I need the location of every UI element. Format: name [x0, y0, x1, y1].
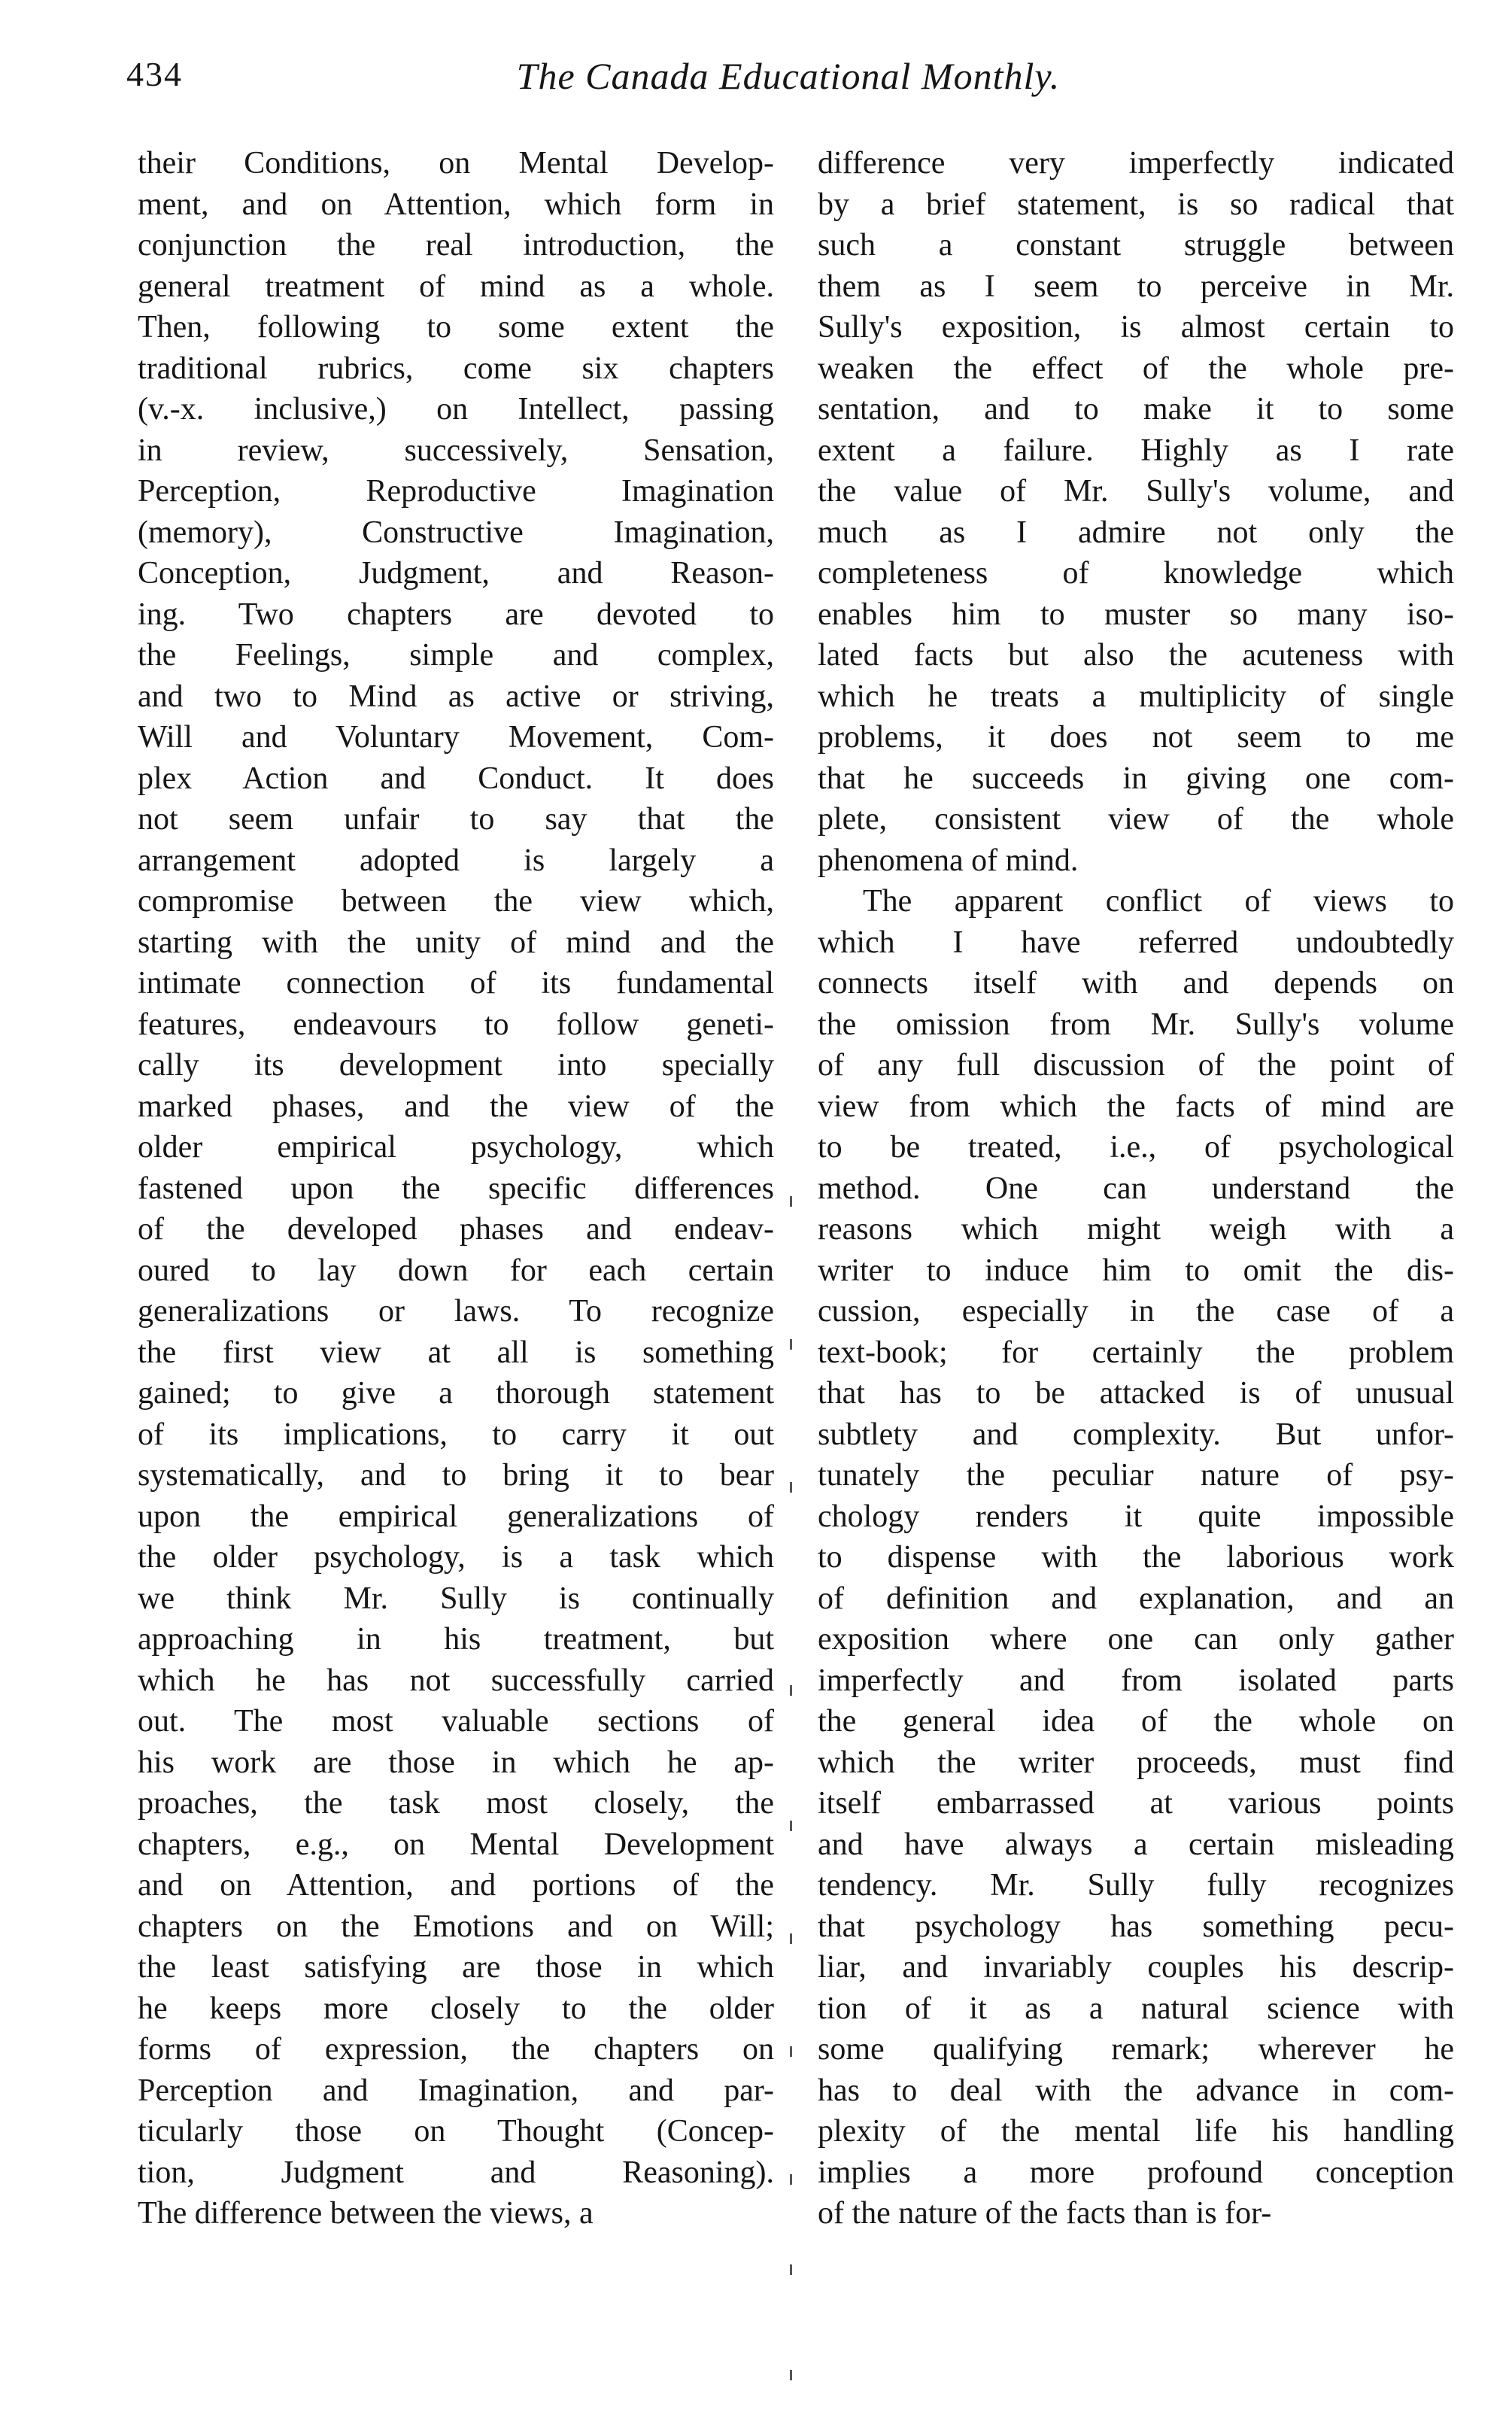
text-line: older empirical psychology, which [138, 1130, 774, 1165]
text-line: general treatment of mind as a whole. [138, 269, 774, 304]
text-line: starting with the unity of mind and the [138, 925, 774, 960]
left-column [138, 143, 774, 2234]
text-line: ment, and on Attention, which form in [138, 187, 774, 222]
text-line: the first view at all is something [138, 1335, 774, 1370]
text-line: The apparent conflict of views to [863, 884, 1454, 919]
text-line: tunately the peculiar nature of psy- [818, 1458, 1454, 1493]
text-line: writer to induce him to omit the dis- [818, 1253, 1454, 1288]
text-line: that has to be attacked is of unusual [818, 1376, 1454, 1411]
text-line: plexity of the mental life his handling [818, 2114, 1454, 2149]
text-line: of the developed phases and endeav- [138, 1212, 774, 1247]
text-line: Conception, Judgment, and Reason- [138, 556, 774, 591]
text-line: of its implications, to carry it out [138, 1417, 774, 1452]
text-line: the older psychology, is a task which [138, 1540, 774, 1575]
text-line: by a brief statement, is so radical that [818, 187, 1454, 222]
text-line: that he succeeds in giving one com- [818, 761, 1454, 796]
text-line: much as I admire not only the [818, 515, 1454, 550]
text-line: some qualifying remark; wherever he [818, 2032, 1454, 2067]
text-line: imperfectly and from isolated parts [818, 1663, 1454, 1698]
text-line: ing. Two chapters are devoted to [138, 597, 774, 632]
text-line: phenomena of mind. [818, 843, 1079, 878]
text-line: to dispense with the laborious work [818, 1540, 1454, 1575]
text-line: chapters on the Emotions and on Will; [138, 1909, 774, 1944]
text-line: enables him to muster so many iso- [818, 597, 1454, 632]
text-line: traditional rubrics, come six chapters [138, 351, 774, 386]
text-line: the value of Mr. Sully's volume, and [818, 474, 1454, 509]
text-line: features, endeavours to follow geneti- [138, 1007, 774, 1042]
text-line: (v.-x. inclusive,) on Intellect, passing [138, 392, 774, 427]
text-line: ticularly those on Thought (Concep- [138, 2114, 774, 2149]
gutter-specks [790, 1196, 797, 2430]
text-line: not seem unfair to say that the [138, 802, 774, 837]
text-line: difference very imperfectly indicated [818, 146, 1454, 181]
text-line: has to deal with the advance in com- [818, 2073, 1454, 2108]
text-line: Will and Voluntary Movement, Com- [138, 720, 774, 755]
text-line: reasons which might weigh with a [818, 1212, 1454, 1247]
text-line: liar, and invariably couples his descrip- [818, 1950, 1454, 1985]
text-line: of the nature of the facts than is for- [818, 2196, 1272, 2231]
text-line: Then, following to some extent the [138, 310, 774, 345]
text-line: Sully's exposition, is almost certain to [818, 310, 1454, 345]
right-column [818, 143, 1454, 2234]
text-line: and on Attention, and portions of the [138, 1868, 774, 1903]
text-line: plete, consistent view of the whole [818, 802, 1454, 837]
text-line: their Conditions, on Mental Develop- [138, 146, 774, 181]
text-line: completeness of knowledge which [818, 556, 1454, 591]
text-line: itself embarrassed at various points [818, 1786, 1454, 1821]
text-line: cally its development into specially [138, 1048, 774, 1083]
text-line: method. One can understand the [818, 1171, 1454, 1206]
text-line: chology renders it quite impossible [818, 1499, 1454, 1534]
text-line: approaching in his treatment, but [138, 1622, 774, 1657]
page-number: 434 [126, 55, 183, 93]
text-line: intimate connection of its fundamental [138, 966, 774, 1001]
text-line: generalizations or laws. To recognize [138, 1294, 774, 1329]
text-line: marked phases, and the view of the [138, 1089, 774, 1124]
text-line: which the writer proceeds, must find [818, 1745, 1454, 1780]
text-line: oured to lay down for each certain [138, 1253, 774, 1288]
text-line: Perception and Imagination, and par- [138, 2073, 774, 2108]
text-line: such a constant struggle between [818, 228, 1454, 263]
text-line: tion of it as a natural science with [818, 1991, 1454, 2026]
text-line: extent a failure. Highly as I rate [818, 433, 1454, 468]
text-line: lated facts but also the acuteness with [818, 638, 1454, 673]
page-header [126, 54, 1450, 114]
text-line: gained; to give a thorough statement [138, 1376, 774, 1411]
text-line: problems, it does not seem to me [818, 720, 1454, 755]
text-line: view from which the facts of mind are [818, 1089, 1454, 1124]
text-line: proaches, the task most closely, the [138, 1786, 774, 1821]
text-line: fastened upon the specific differences [138, 1171, 774, 1206]
text-line: plex Action and Conduct. It does [138, 761, 774, 796]
text-line: he keeps more closely to the older [138, 1991, 774, 2026]
text-line: arrangement adopted is largely a [138, 843, 774, 878]
text-line: them as I seem to perceive in Mr. [818, 269, 1454, 304]
text-line: upon the empirical generalizations of [138, 1499, 774, 1534]
text-line: the omission from Mr. Sully's volume [818, 1007, 1454, 1042]
text-line: chapters, e.g., on Mental Development [138, 1827, 774, 1862]
text-line: systematically, and to bring it to bear [138, 1458, 774, 1493]
text-line: connects itself with and depends on [818, 966, 1454, 1001]
text-line: which I have referred undoubtedly [818, 925, 1454, 960]
text-line: which he treats a multiplicity of single [818, 679, 1454, 714]
text-line: cussion, especially in the case of a [818, 1294, 1454, 1329]
text-line: text-book; for certainly the problem [818, 1335, 1454, 1370]
text-line: subtlety and complexity. But unfor- [818, 1417, 1454, 1452]
text-line: and two to Mind as active or striving, [138, 679, 774, 714]
text-line: compromise between the view which, [138, 884, 774, 919]
text-line: implies a more profound conception [818, 2155, 1454, 2190]
text-line: the least satisfying are those in which [138, 1950, 774, 1985]
text-line: Perception, Reproductive Imagination [138, 474, 774, 509]
text-line: of definition and explanation, and an [818, 1581, 1454, 1616]
text-line: we think Mr. Sully is continually [138, 1581, 774, 1616]
text-line: his work are those in which he ap- [138, 1745, 774, 1780]
running-title: The Canada Educational Monthly. [516, 55, 1061, 97]
text-line: the general idea of the whole on [818, 1704, 1454, 1739]
text-line: exposition where one can only gather [818, 1622, 1454, 1657]
text-line: forms of expression, the chapters on [138, 2032, 774, 2067]
text-line: in review, successively, Sensation, [138, 433, 774, 468]
text-line: and have always a certain misleading [818, 1827, 1454, 1862]
text-line: conjunction the real introduction, the [138, 228, 774, 263]
text-line: of any full discussion of the point of [818, 1048, 1454, 1083]
text-line: weaken the effect of the whole pre- [818, 351, 1454, 386]
text-line: sentation, and to make it to some [818, 392, 1454, 427]
text-line: out. The most valuable sections of [138, 1704, 774, 1739]
text-line: the Feelings, simple and complex, [138, 638, 774, 673]
text-line: to be treated, i.e., of psychological [818, 1130, 1454, 1165]
text-line: that psychology has something pecu- [818, 1909, 1454, 1944]
text-line: tendency. Mr. Sully fully recognizes [818, 1868, 1454, 1903]
text-line: The difference between the views, a [138, 2196, 594, 2231]
text-line: which he has not successfully carried [138, 1663, 774, 1698]
text-line: tion, Judgment and Reasoning). [138, 2155, 774, 2190]
text-line: (memory), Constructive Imagination, [138, 515, 774, 550]
